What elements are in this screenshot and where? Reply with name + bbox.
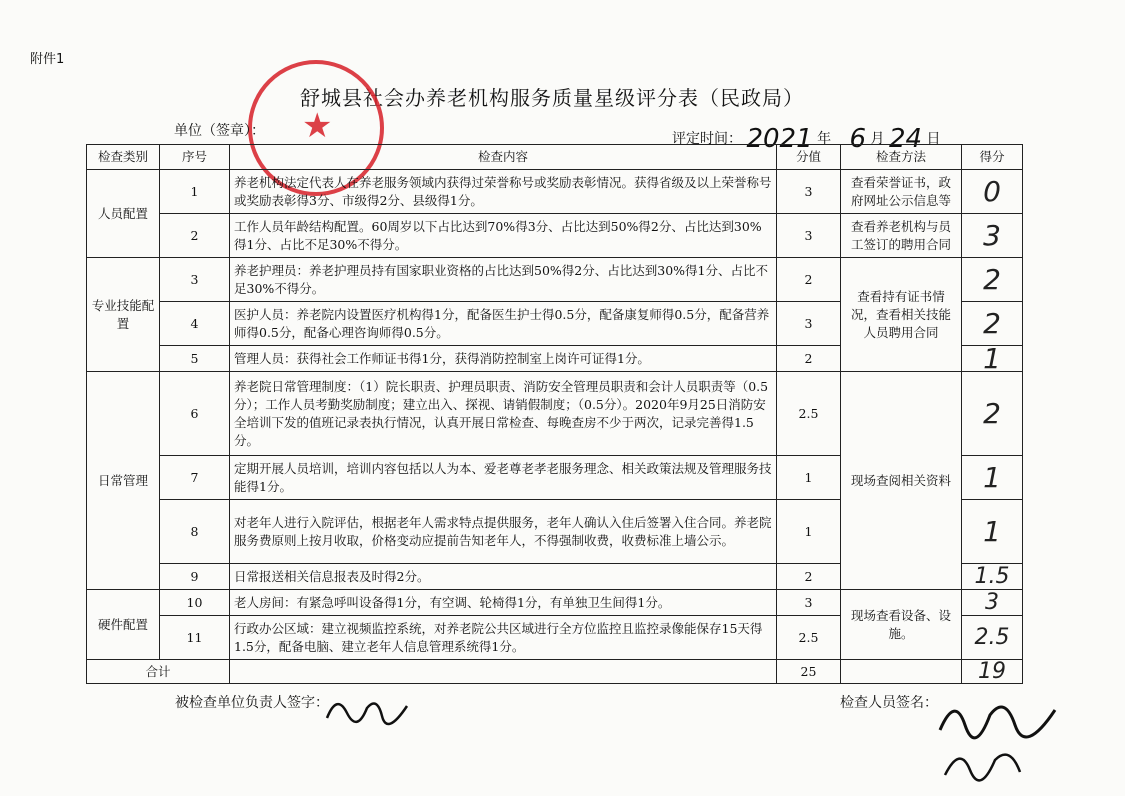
- date-year-unit: 年: [817, 131, 832, 147]
- header-content: 检查内容: [230, 145, 777, 170]
- unit-head-signature-label: 被检查单位负责人签字：: [175, 695, 329, 711]
- row-value: 3: [777, 302, 841, 346]
- row-number: 8: [160, 500, 230, 564]
- method-cell: 查看持有证书情况，查看相关技能人员聘用合同: [841, 258, 962, 372]
- row-value: 3: [777, 170, 841, 214]
- row-value: 2: [777, 258, 841, 302]
- method-cell: 现场查看设备、设施。: [841, 590, 962, 660]
- row-number: 11: [160, 616, 230, 660]
- row-score: 1: [962, 346, 1023, 372]
- row-score: 1: [962, 500, 1023, 564]
- row-score: 2: [962, 258, 1023, 302]
- score-table: [86, 144, 1023, 684]
- row-value: 3: [777, 214, 841, 258]
- row-content: 老人房间：有紧急呼叫设备得1分，有空调、轮椅得1分，有单独卫生间得1分。: [230, 590, 777, 616]
- row-content: 养老机构法定代表人在养老服务领域内获得过荣誉称号或奖励表彰情况。获得省级及以上荣誉称号或奖励表彰得3分、市级得2分、县级得1分。: [230, 170, 777, 214]
- unit-head-signature: [322, 688, 412, 736]
- date-month: 6: [849, 124, 867, 154]
- row-score: 2: [962, 372, 1023, 456]
- row-number: 9: [160, 564, 230, 590]
- date-month-unit: 月: [870, 131, 885, 147]
- row-content: 管理人员：获得社会工作师证书得1分，获得消防控制室上岗许可证得1分。: [230, 346, 777, 372]
- date-label: 评定时间：: [672, 131, 742, 147]
- row-content: 养老护理员：养老护理员持有国家职业资格的占比达到50%得2分、占比达到30%得1分、占比不足30%不得分。: [230, 258, 777, 302]
- row-value: 2.5: [777, 616, 841, 660]
- header-category: 检查类别: [87, 145, 160, 170]
- row-number: 5: [160, 346, 230, 372]
- header-method: 检查方法: [841, 145, 962, 170]
- table-row: [87, 258, 1023, 302]
- category-cell: 硬件配置: [87, 590, 160, 660]
- row-number: 7: [160, 456, 230, 500]
- method-cell: 现场查阅相关资料: [841, 372, 962, 590]
- row-number: 4: [160, 302, 230, 346]
- header-number: 序号: [160, 145, 230, 170]
- category-cell: 人员配置: [87, 170, 160, 258]
- row-content: 医护人员：养老院内设置医疗机构得1分，配备医生护士得0.5分，配备康复师得0.5分，配备营养师得0.5分，配备心理咨询师得0.5分。: [230, 302, 777, 346]
- row-content: 工作人员年龄结构配置。60周岁以下占比达到70%得3分、占比达到50%得2分、占比达到30%得1分、占比不足30%不得分。: [230, 214, 777, 258]
- unit-signature-label: 单位（签章）：: [174, 123, 265, 139]
- table-row: [87, 590, 1023, 616]
- row-number: 1: [160, 170, 230, 214]
- signature-scribble: [935, 690, 1065, 790]
- header-value: 分值: [777, 145, 841, 170]
- date-year: 2021: [746, 124, 813, 154]
- table-row: [87, 372, 1023, 456]
- row-score: 0: [962, 170, 1023, 214]
- date-day-unit: 日: [926, 131, 941, 147]
- total-content-empty: [230, 660, 777, 684]
- row-score: 2.5: [962, 616, 1023, 660]
- total-label: 合计: [87, 660, 230, 684]
- inspector-signatures: [935, 690, 1065, 794]
- row-score: 2: [962, 302, 1023, 346]
- method-cell: 查看养老机构与员工签订的聘用合同: [841, 214, 962, 258]
- row-score: 1.5: [962, 564, 1023, 590]
- row-value: 2.5: [777, 372, 841, 456]
- total-score: 19: [962, 660, 1023, 684]
- row-value: 2: [777, 346, 841, 372]
- inspector-signature-label: 检查人员签名：: [840, 695, 938, 711]
- row-number: 6: [160, 372, 230, 456]
- total-method-empty: [841, 660, 962, 684]
- total-value: 25: [777, 660, 841, 684]
- row-number: 2: [160, 214, 230, 258]
- row-value: 1: [777, 500, 841, 564]
- signature-scribble: [322, 688, 412, 728]
- table-row: [87, 214, 1023, 258]
- row-content: 养老院日常管理制度：（1）院长职责、护理员职责、消防安全管理员职责和会计人员职责等（0.5分）；工作人员考勤奖励制度；建立出入、探视、请销假制度；（0.5分）。2020年9月25日消防安全培训下发的值班记录表执行情况，认真开展日常检查、每晚查房不少于两次，记录完善得1.5分。: [230, 372, 777, 456]
- row-score: 3: [962, 590, 1023, 616]
- row-content: 对老年人进行入院评估，根据老年人需求特点提供服务，老年人确认入住后签署入住合同。养老院服务费原则上按月收取，价格变动应提前告知老年人，不得强制收费，收费标准上墙公示。: [230, 500, 777, 564]
- seal-star-icon: ★: [302, 106, 333, 146]
- date-day: 24: [888, 124, 923, 154]
- total-row: [87, 660, 1023, 684]
- row-content: 日常报送相关信息报表及时得2分。: [230, 564, 777, 590]
- row-value: 2: [777, 564, 841, 590]
- row-content: 行政办公区域：建立视频监控系统，对养老院公共区域进行全方位监控且监控录像能保存15天得1.5分，配备电脑、建立老年人信息管理系统得1分。: [230, 616, 777, 660]
- method-cell: 查看荣誉证书，政府网址公示信息等: [841, 170, 962, 214]
- row-content: 定期开展人员培训，培训内容包括以人为本、爱老尊老孝老服务理念、相关政策法规及管理服务技能得1分。: [230, 456, 777, 500]
- category-cell: 专业技能配置: [87, 258, 160, 372]
- row-score: 3: [962, 214, 1023, 258]
- annex-label: 附件1: [30, 52, 65, 67]
- row-number: 10: [160, 590, 230, 616]
- document-title: 舒城县社会办养老机构服务质量星级评分表（民政局）: [300, 86, 804, 110]
- table-header-row: [87, 145, 1023, 170]
- header-score: 得分: [962, 145, 1023, 170]
- row-value: 3: [777, 590, 841, 616]
- row-value: 1: [777, 456, 841, 500]
- row-number: 3: [160, 258, 230, 302]
- table-row: [87, 170, 1023, 214]
- row-score: 1: [962, 456, 1023, 500]
- category-cell: 日常管理: [87, 372, 160, 590]
